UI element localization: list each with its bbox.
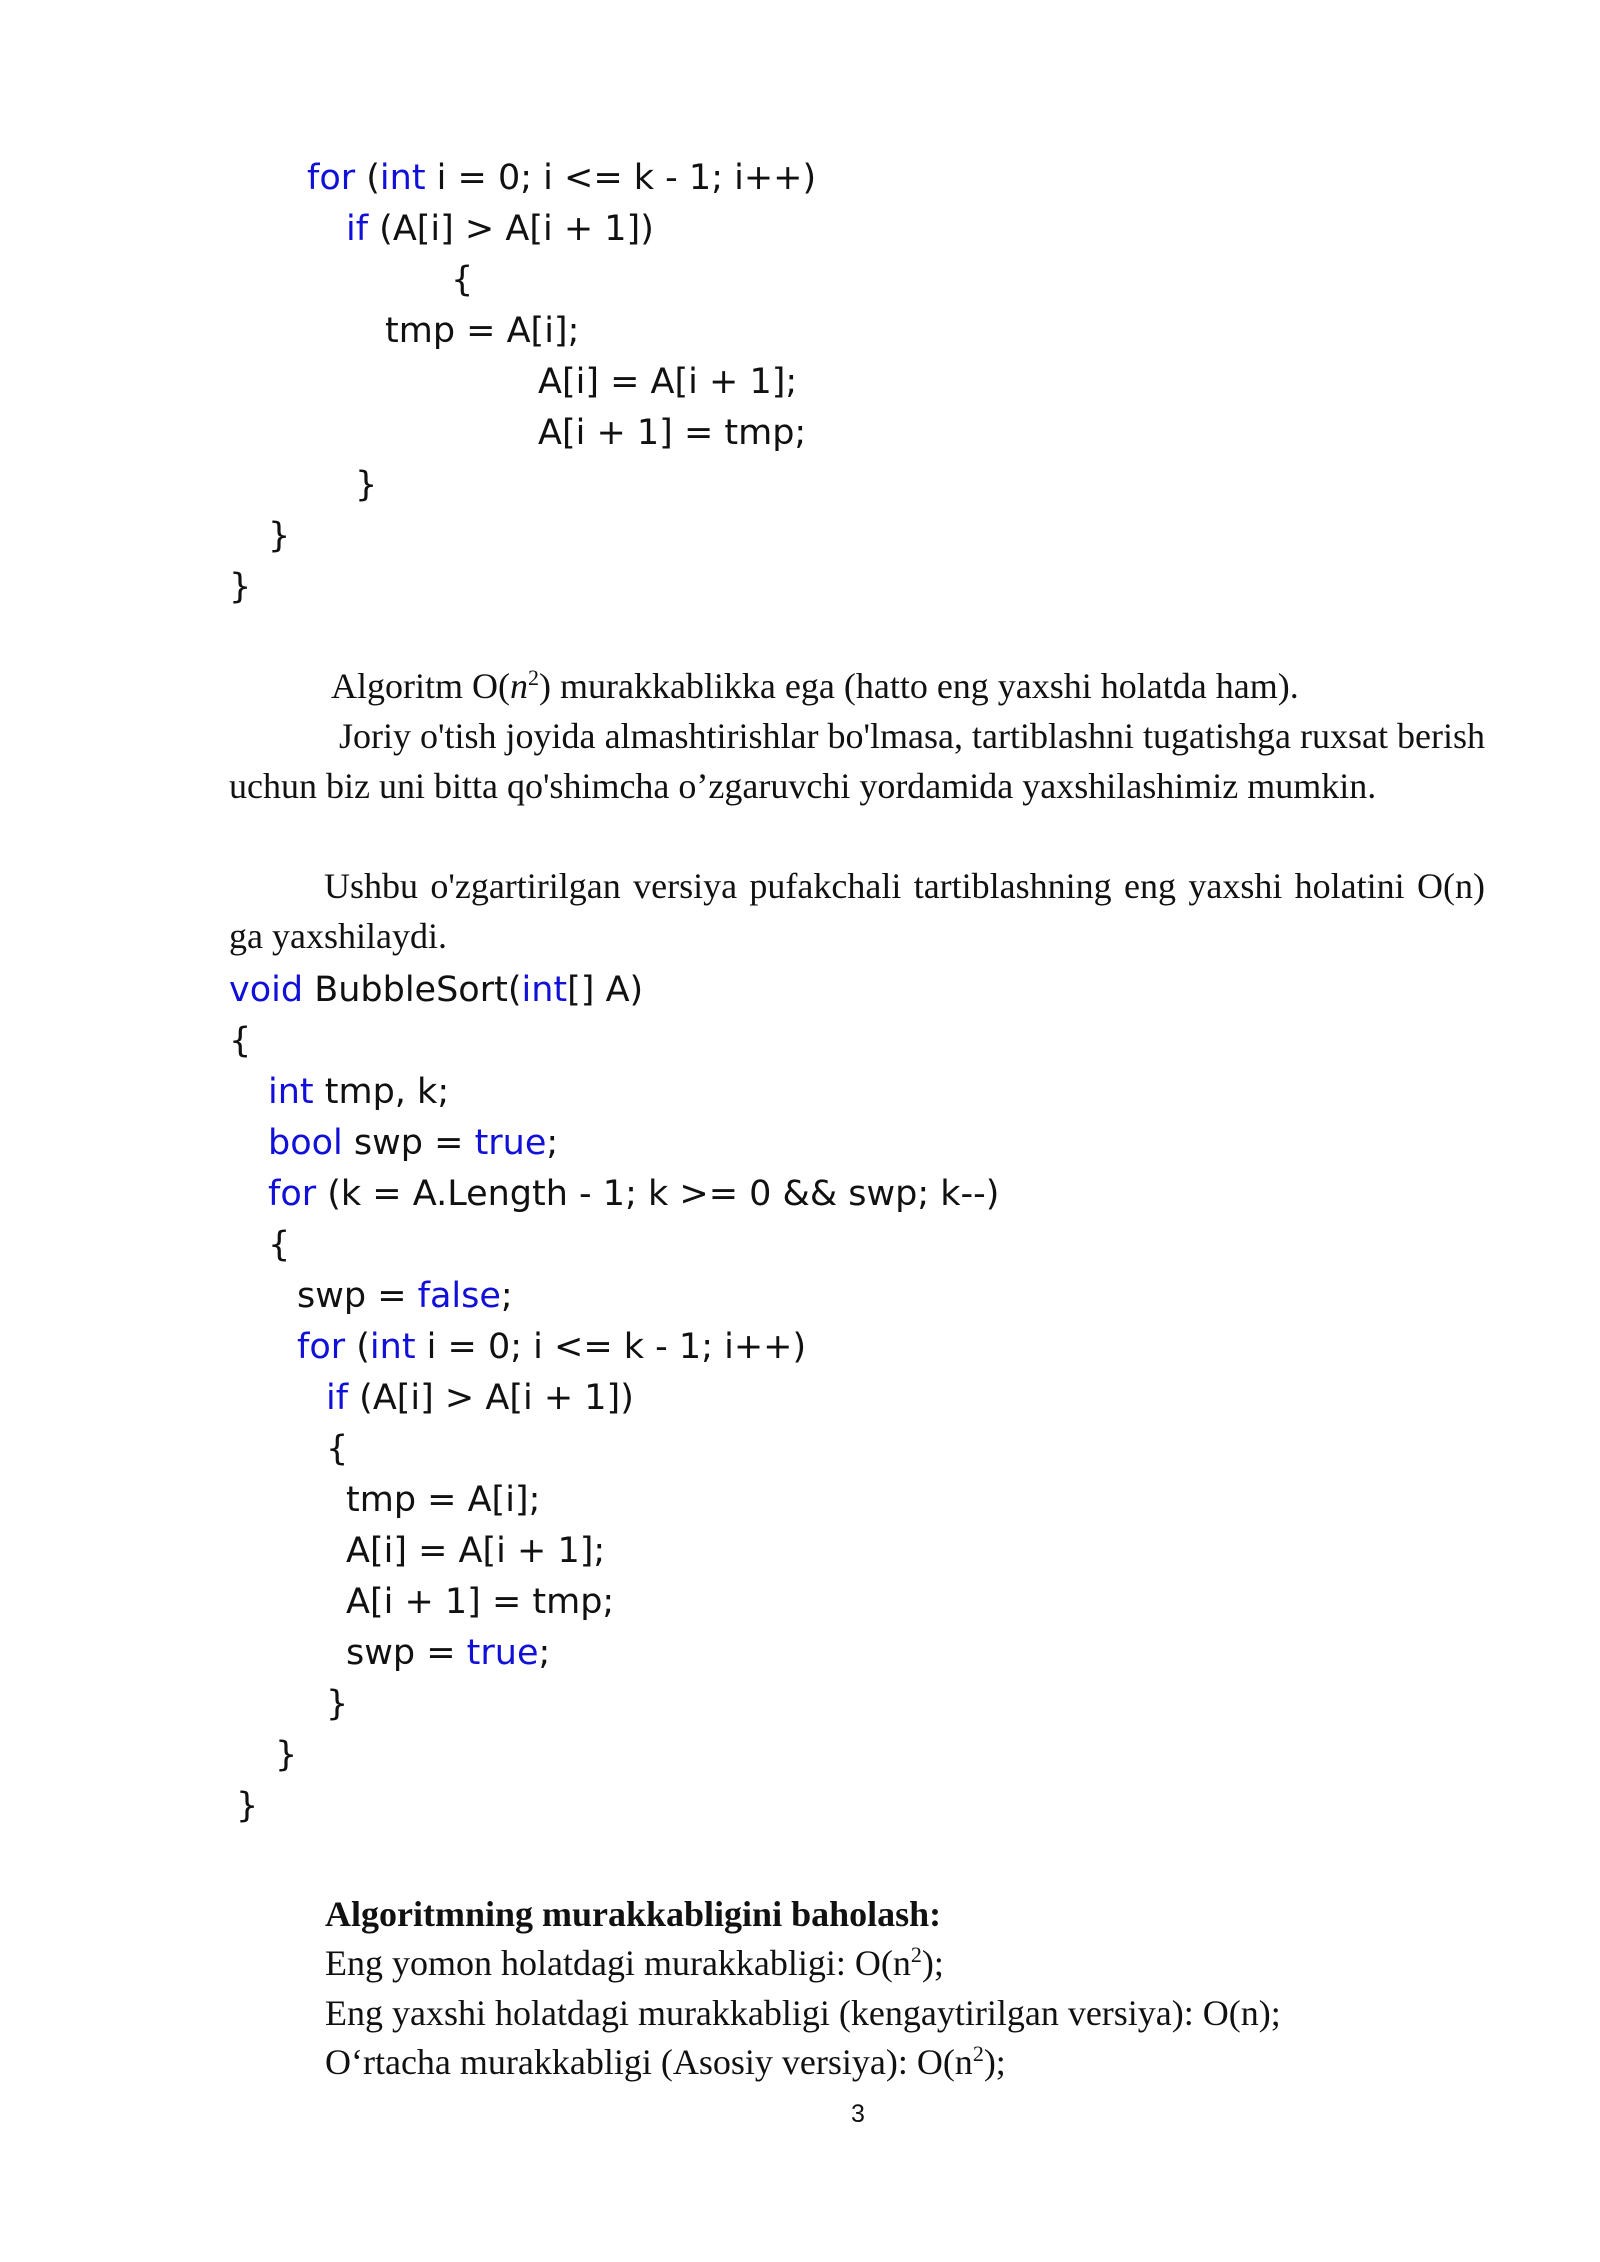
code-line: } bbox=[275, 1735, 298, 1775]
keyword: int bbox=[379, 158, 426, 198]
page-number: 3 bbox=[851, 2100, 865, 2128]
code-line: for (int i = 0; i <= k - 1; i++) bbox=[307, 158, 817, 198]
section-heading: Algoritmning murakkabligini baholash: bbox=[325, 1894, 942, 1934]
code-line: for (k = A.Length - 1; k >= 0 && swp; k--) bbox=[268, 1174, 1000, 1214]
code-line: for (int i = 0; i <= k - 1; i++) bbox=[297, 1327, 807, 1367]
code-line: int tmp, k; bbox=[268, 1072, 450, 1112]
complexity-worst: Eng yomon holatdagi murakkabligi: $O(n^2)$; bbox=[325, 1942, 944, 1983]
code-line: tmp = A[i]; bbox=[346, 1480, 541, 1520]
code-line: A[i] = A[i + 1]; bbox=[346, 1531, 606, 1571]
keyword: if bbox=[326, 1378, 349, 1418]
code-line: } bbox=[236, 1786, 259, 1826]
keyword: for bbox=[268, 1174, 317, 1214]
code-line: } bbox=[355, 465, 378, 505]
code-line: { bbox=[268, 1225, 291, 1265]
paragraph: Ushbu o'zgartirilgan versiya pufakchali tartiblashning eng yaxshi holatini O(n) ga yaxshilaydi. bbox=[229, 866, 1485, 956]
keyword: int bbox=[268, 1072, 314, 1112]
code-line: } bbox=[229, 567, 252, 607]
keyword: int bbox=[369, 1327, 416, 1367]
keyword: for bbox=[307, 158, 356, 198]
code-line: A[i] = A[i + 1]; bbox=[538, 362, 798, 402]
complexity-best: Eng yaxshi holatdagi murakkabligi (kengaytirilgan versiya): O(n); bbox=[325, 1993, 1281, 2033]
keyword: true bbox=[474, 1123, 547, 1163]
code-line: swp = true; bbox=[346, 1633, 551, 1673]
keyword: if bbox=[346, 209, 369, 249]
code-line: { bbox=[326, 1429, 349, 1469]
keyword: true bbox=[466, 1633, 539, 1673]
code-line: if (A[i] > A[i + 1]) bbox=[346, 209, 654, 249]
code-line: if (A[i] > A[i + 1]) bbox=[326, 1378, 634, 1418]
paragraph: Joriy o'tish joyida almashtirishlar bo'lmasa, tartiblashni tugatishga ruxsat berish uchun biz uni bitta qo'shimcha o’zgaruvchi yordamida yaxshilashimiz mumkin. bbox=[229, 716, 1485, 806]
code-line: swp = false; bbox=[297, 1276, 513, 1316]
code-line: void BubbleSort(int[] A) bbox=[229, 970, 644, 1010]
paragraph: Algoritm $O(n^2)$ murakkablikka ega (hatto eng yaxshi holatda ham). bbox=[331, 665, 1299, 706]
keyword: for bbox=[297, 1327, 346, 1367]
code-line: bool swp = true; bbox=[268, 1123, 559, 1163]
code-line: tmp = A[i]; bbox=[385, 311, 580, 351]
code-line: } bbox=[326, 1684, 349, 1724]
keyword: int bbox=[521, 970, 568, 1010]
keyword: bool bbox=[268, 1123, 343, 1163]
code-line: { bbox=[229, 1021, 252, 1061]
complexity-average: O‘rtacha murakkabligi (Asosiy versiya): $O(n^2)$; bbox=[325, 2041, 1006, 2082]
keyword: void bbox=[229, 970, 304, 1010]
keyword: false bbox=[417, 1276, 501, 1316]
code-line: A[i + 1] = tmp; bbox=[346, 1582, 615, 1622]
code-line: { bbox=[451, 260, 474, 300]
code-line: A[i + 1] = tmp; bbox=[538, 413, 807, 453]
code-line: } bbox=[268, 516, 291, 556]
